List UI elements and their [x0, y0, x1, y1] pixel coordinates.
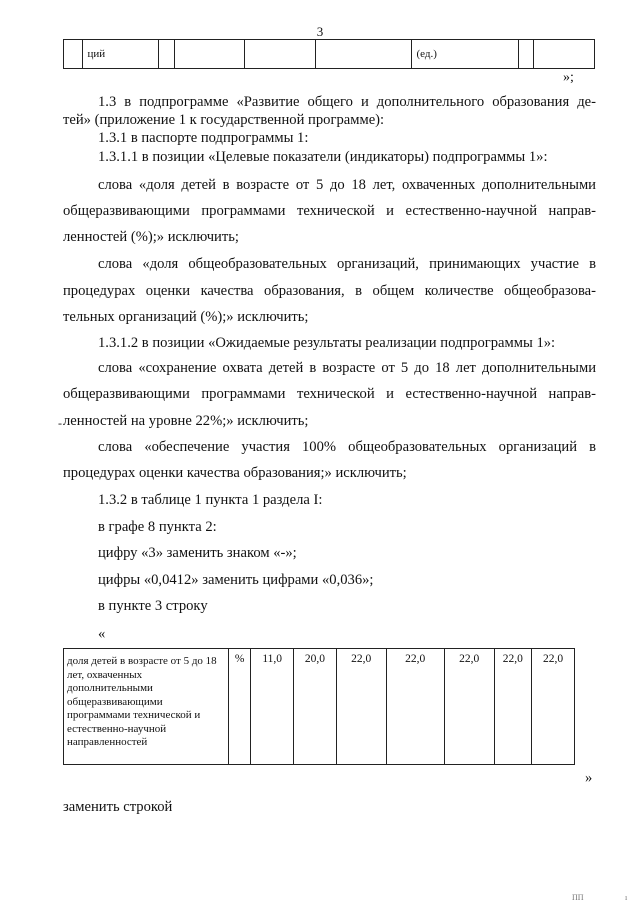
value-cell: 20,0	[294, 649, 337, 765]
paragraph-line: в пункте 3 строку	[98, 598, 208, 614]
table-row	[64, 40, 595, 69]
value-cell: 22,0	[444, 649, 494, 765]
paragraph-line: 1.3.2 в таблице 1 пункта 1 раздела I:	[98, 492, 323, 508]
table-cell: (ед.)	[412, 40, 519, 69]
paragraph-line: в графе 8 пункта 2:	[98, 519, 217, 535]
value-cell: 22,0	[336, 649, 386, 765]
paragraph-line: слова «сохранение охвата детей в возрасте от 5 до 18 лет дополнительными	[98, 360, 596, 376]
paragraph-line: слова «доля детей в возрасте от 5 до 18 лет, охваченных дополнительными	[98, 177, 596, 193]
value-cell: 22,0	[532, 649, 575, 765]
page-number: 3	[316, 24, 324, 39]
paragraph-line: процедурах оценки качества образования, в общем количестве общеобразова-	[63, 283, 596, 299]
paragraph-line: заменить строкой	[63, 799, 173, 815]
table-row	[64, 649, 575, 765]
table-cell	[174, 40, 245, 69]
table-cell	[159, 40, 174, 69]
table-cell	[519, 40, 534, 69]
value-cell: 22,0	[494, 649, 532, 765]
indicator-name-cell: доля детей в возрасте от 5 до 18 лет, охваченных дополнительными общеразвивающими программами технической и естественно-научной направленностей	[64, 649, 229, 765]
closing-quote: »;	[563, 70, 574, 85]
paragraph-line: тельных организаций (%);» исключить;	[63, 309, 309, 325]
table-cell	[64, 40, 83, 69]
paragraph-line: 1.3.1.1 в позиции «Целевые показатели (индикаторы) подпрограммы 1»:	[98, 149, 548, 165]
paragraph-line: цифру «3» заменить знаком «-»;	[98, 545, 297, 561]
paragraph-line: ленностей (%);» исключить;	[63, 229, 239, 245]
closing-quote: »	[585, 770, 593, 786]
table-cell: ций	[83, 40, 159, 69]
paragraph-line: ленностей на уровне 22%;» исключить;	[63, 413, 309, 429]
unit-cell: %	[228, 649, 250, 765]
paragraph-line: цифры «0,0412» заменить цифрами «0,036»;	[98, 572, 374, 588]
table-cell	[534, 40, 595, 69]
paragraph-line: общеразвивающими программами технической и естественно-научной направ-	[63, 203, 596, 219]
footer-mark: ПП	[572, 893, 584, 902]
opening-quote: «	[98, 626, 106, 642]
indicator-table	[63, 648, 575, 765]
paragraph-line: 1.3.1.2 в позиции «Ожидаемые результаты реализации подпрограммы 1»:	[98, 335, 556, 351]
paragraph-line: слова «доля общеобразовательных организаций, принимающих участие в	[98, 256, 596, 272]
value-cell: 11,0	[251, 649, 294, 765]
paragraph-line: слова «обеспечение участия 100% общеобразовательных организаций в	[98, 439, 596, 455]
top-table-fragment	[63, 39, 595, 69]
paragraph-line: 1.3.1 в паспорте подпрограммы 1:	[98, 130, 309, 146]
paragraph-line: тей» (приложение 1 к государственной программе):	[63, 112, 385, 128]
paragraph-line: процедурах оценки качества образования;» исключить;	[63, 465, 407, 481]
table-cell	[316, 40, 412, 69]
footer-mark: ı	[625, 893, 628, 902]
table-cell	[245, 40, 316, 69]
margin-mark: -	[58, 416, 62, 430]
value-cell: 22,0	[386, 649, 444, 765]
paragraph-line: общеразвивающими программами технической и естественно-научной направ-	[63, 386, 596, 402]
paragraph-line: 1.3 в подпрограмме «Развитие общего и дополнительного образования де-	[98, 94, 596, 110]
